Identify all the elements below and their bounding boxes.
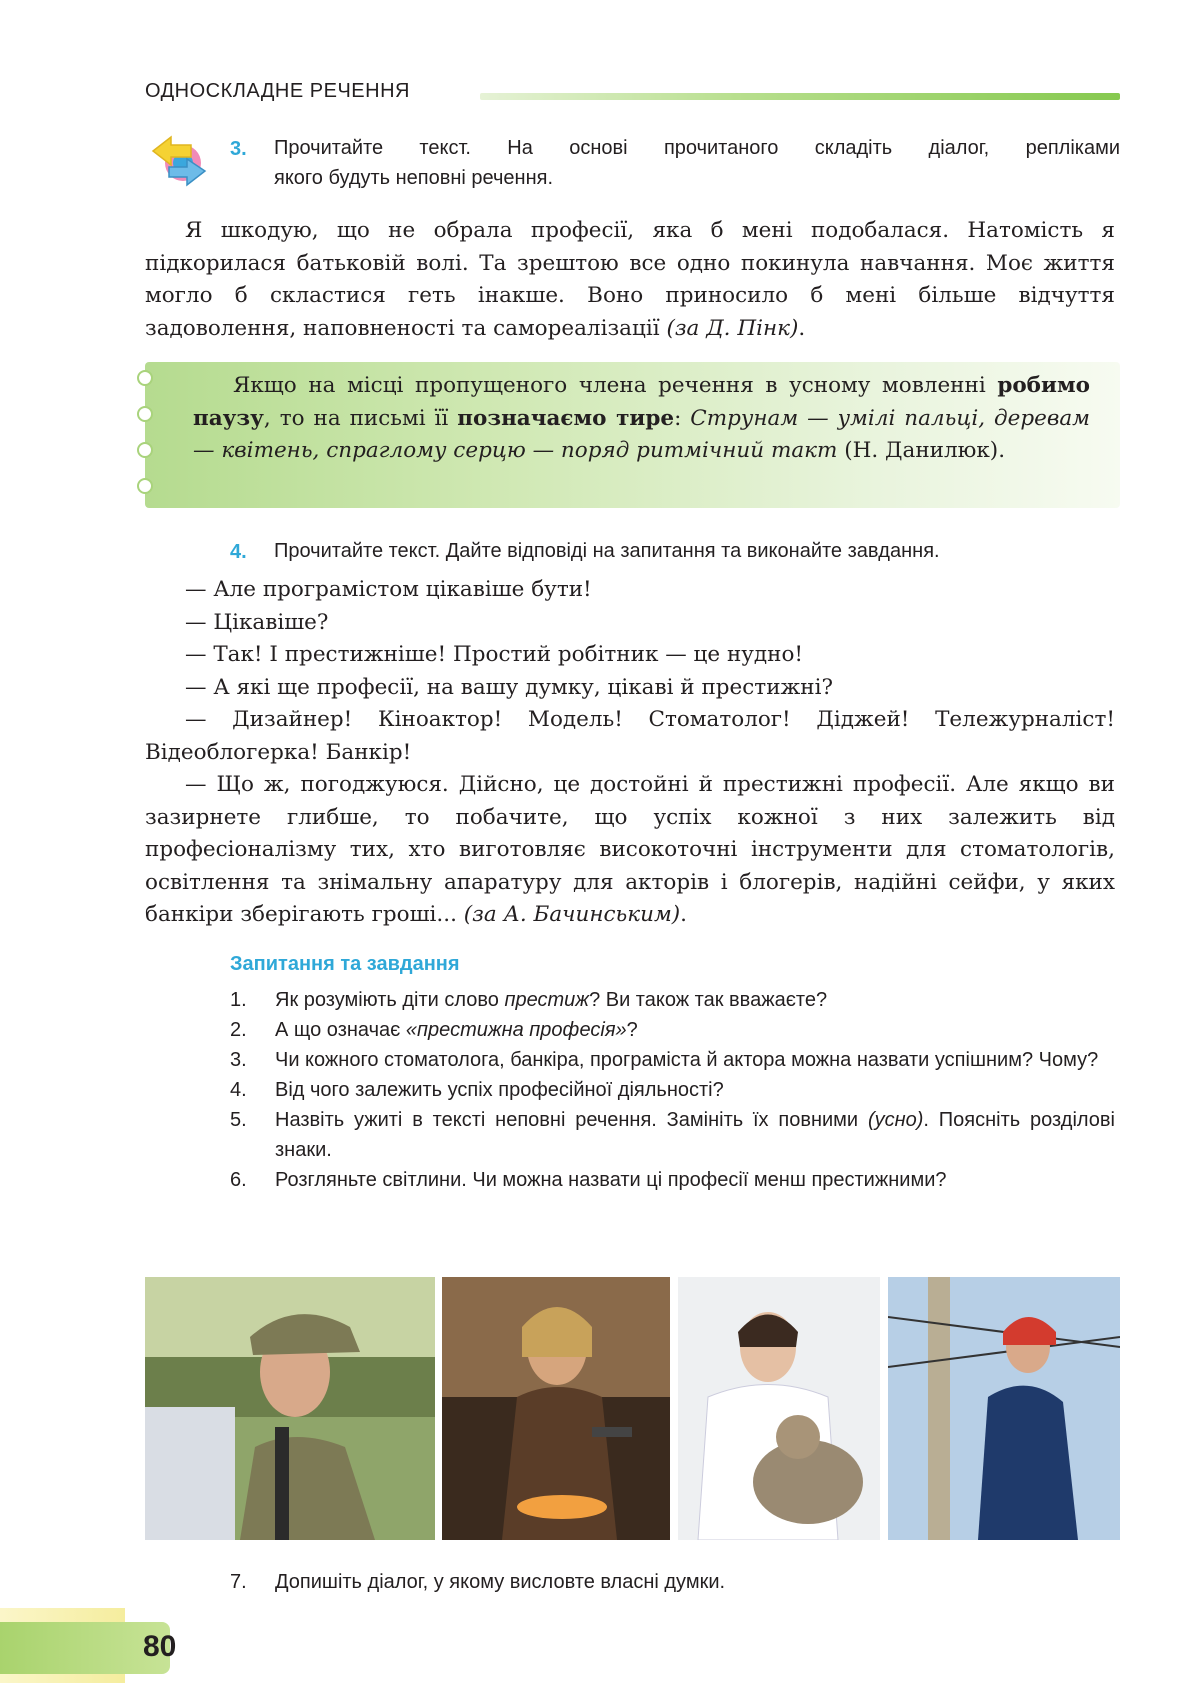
reading-text-1-source: (за Д. Пінк)	[666, 315, 799, 341]
task-3-line-1: Прочитайте текст. На основі прочитаного складіть діалог, репліками	[274, 137, 1120, 159]
rule-part-1: Якщо на місці пропущеного члена речення в усному мовленні	[233, 373, 998, 398]
question-number: 5.	[230, 1109, 247, 1131]
reading-text-1-end: .	[798, 315, 806, 341]
question-number: 3.	[230, 1049, 247, 1071]
task-4-instructions: Прочитайте текст. Дайте відповіді на запитання та виконайте завдання.	[274, 540, 940, 562]
photo-blacksmith	[442, 1277, 670, 1540]
rule-author: (Н. Данилюк).	[837, 438, 1006, 463]
reading-text-1	[145, 215, 1115, 345]
task-3-number: 3.	[230, 138, 247, 160]
dialog-last-body: — Що ж, погоджуюся. Дійсно, це достойні й престижні професії. Але якщо ви зазирнете глибше, то побачите, що успіх кожної з них залежить від професіоналізму тих, хто виготовляє високоточні інструменти для стоматологів, освітлення та знімальну апаратуру для акторів і блогерів, надійні сейфи, у яких банкіри зберігають гроші...	[145, 772, 1115, 927]
question-number: 4.	[230, 1079, 247, 1101]
page-number-badge	[0, 1622, 177, 1674]
questions-title: Запитання та завдання	[230, 953, 460, 975]
question-text: А що означає	[275, 1019, 406, 1041]
photo-veterinarian	[678, 1277, 880, 1540]
question-item	[230, 1105, 1115, 1165]
dialog-line: — Дизайнер! Кіноактор! Модель! Стоматолог! Діджей! Тележурналіст! Відеоблогерка! Банкір!	[145, 707, 1115, 765]
photo-electrician	[888, 1277, 1120, 1540]
page-number: 80	[143, 1630, 177, 1663]
dialog-line: — А які ще професії, на вашу думку, цікаві й престижні?	[185, 674, 834, 700]
photo-soldier	[145, 1277, 435, 1540]
question-text: Як розуміють діти слово	[275, 989, 505, 1011]
dialog-end: .	[680, 902, 688, 927]
question-item	[230, 1075, 1115, 1105]
task-3-instructions	[274, 133, 1120, 193]
rule-box	[145, 362, 1120, 508]
dialog-arrows-icon	[147, 129, 209, 191]
question-number: 2.	[230, 1019, 247, 1041]
reading-text-1-body: Я шкодую, що не обрала професії, яка б мені подобалася. Натомість я підкорилася батьковій волі. Та зрештою все одно покинула навчання. Моє життя могло б скластися геть інакше. Воно приносило б мені більше відчуття задоволення, наповненості та самореалізації	[145, 218, 1115, 341]
header-title: ОДНОСКЛАДНЕ РЕЧЕННЯ	[145, 80, 410, 102]
header-rule	[480, 93, 1120, 100]
rule-bold-1: робимо паузу	[193, 373, 1090, 431]
question-italic: (усно)	[867, 1109, 924, 1131]
question-text: Назвіть ужиті в тексті неповні речення. Замініть їх повними	[275, 1109, 868, 1131]
rule-box-binder-dots	[137, 362, 167, 508]
task-4-number: 4.	[230, 541, 247, 563]
question-italic: престиж	[504, 989, 590, 1011]
question-item	[230, 1165, 1115, 1195]
question-text: Розгляньте світлини. Чи можна назвати ці професії менш престижними?	[275, 1169, 947, 1191]
question-number: 7.	[230, 1571, 247, 1593]
question-item	[230, 1015, 1115, 1045]
question-item	[230, 1045, 1115, 1075]
rule-bold-2: позначаємо тире	[457, 405, 675, 431]
dialog-line: — Але програмістом цікавіше бути!	[185, 577, 592, 602]
question-number: 6.	[230, 1169, 247, 1191]
rule-example: Струнам — умілі пальці, деревам — квітень, спраглому серцю — поряд ритмічний такт	[193, 405, 1090, 463]
question-7	[230, 1567, 725, 1597]
question-text-tail: ? Ви також так вважаєте?	[589, 989, 828, 1011]
dialog-line: — Так! І престижніше! Простий робітник — це нудно!	[185, 642, 804, 667]
question-text: Допишіть діалог, у якому висловте власні думки.	[275, 1571, 726, 1593]
question-text: Чи кожного стоматолога, банкіра, програміста й актора можна назвати успішним? Чому?	[275, 1049, 1099, 1071]
question-italic: «престижна професія»	[405, 1019, 627, 1041]
task-3-line-2: якого будуть неповні речення.	[274, 167, 554, 189]
dialog-text	[145, 574, 1115, 932]
rule-part-3: :	[674, 405, 691, 431]
question-text: Від чого залежить успіх професійної діяльності?	[275, 1079, 724, 1101]
question-number: 1.	[230, 989, 247, 1011]
dialog-line: — Цікавіше?	[185, 609, 329, 635]
running-header	[145, 80, 1120, 106]
rule-text	[193, 370, 1090, 468]
question-item	[230, 985, 1115, 1015]
dialog-source: (за А. Бачинським)	[463, 902, 681, 927]
questions-list	[230, 985, 1115, 1195]
rule-part-2: , то на письмі її	[263, 405, 458, 431]
question-text-tail: . Поясніть розділові знаки.	[275, 1109, 1115, 1161]
dialog-line-last	[145, 769, 1115, 932]
question-text-tail: ?	[626, 1019, 638, 1041]
